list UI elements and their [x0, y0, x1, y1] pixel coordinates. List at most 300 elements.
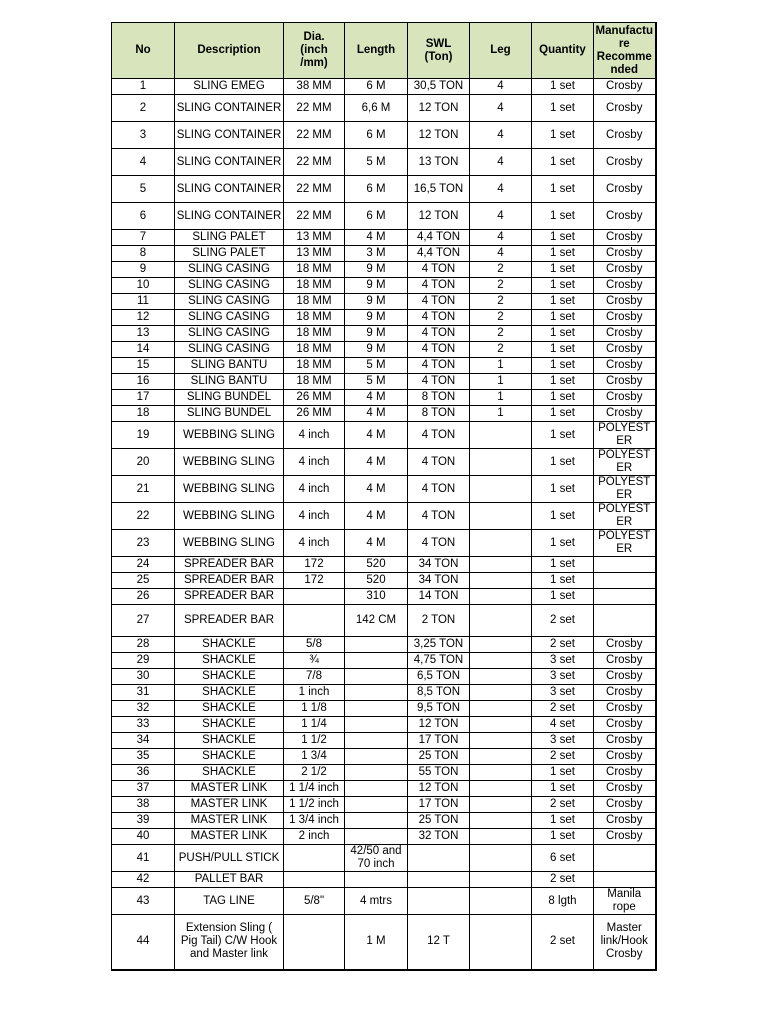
- cell-diameter: 18 MM: [284, 326, 345, 342]
- cell-leg: [470, 476, 532, 503]
- cell-description: TAG LINE: [175, 888, 284, 915]
- cell-quantity: 1 set: [532, 246, 594, 262]
- cell-description: SHACKLE: [175, 749, 284, 765]
- cell-swl: [408, 888, 470, 915]
- cell-swl: 4,75 TON: [408, 653, 470, 669]
- cell-description: SHACKLE: [175, 765, 284, 781]
- cell-no: 23: [112, 530, 175, 557]
- cell-swl: 30,5 TON: [408, 79, 470, 95]
- cell-manufacturer: Crosby: [594, 294, 656, 310]
- cell-quantity: 1 set: [532, 342, 594, 358]
- cell-swl: 4 TON: [408, 278, 470, 294]
- cell-no: 24: [112, 557, 175, 573]
- cell-swl: 12 TON: [408, 95, 470, 122]
- cell-manufacturer: Crosby: [594, 781, 656, 797]
- cell-quantity: 1 set: [532, 294, 594, 310]
- cell-swl: 14 TON: [408, 589, 470, 605]
- cell-no: 30: [112, 669, 175, 685]
- cell-length: [345, 733, 408, 749]
- table-row: [112, 717, 656, 733]
- table-row: [112, 749, 656, 765]
- cell-no: 43: [112, 888, 175, 915]
- cell-quantity: 1 set: [532, 449, 594, 476]
- cell-no: 8: [112, 246, 175, 262]
- col-header-manufacturer: Manufacture Recommended: [594, 23, 656, 79]
- cell-quantity: 2 set: [532, 872, 594, 888]
- cell-description: SHACKLE: [175, 701, 284, 717]
- cell-length: 9 M: [345, 310, 408, 326]
- cell-quantity: 1 set: [532, 79, 594, 95]
- table-row: [112, 278, 656, 294]
- cell-no: 31: [112, 685, 175, 701]
- cell-description: SPREADER BAR: [175, 573, 284, 589]
- cell-description: SLING CASING: [175, 262, 284, 278]
- cell-length: 520: [345, 557, 408, 573]
- cell-length: 6 M: [345, 176, 408, 203]
- cell-manufacturer: [594, 845, 656, 872]
- cell-swl: 25 TON: [408, 749, 470, 765]
- cell-swl: 4 TON: [408, 294, 470, 310]
- cell-leg: [470, 749, 532, 765]
- cell-no: 29: [112, 653, 175, 669]
- cell-quantity: 1 set: [532, 476, 594, 503]
- cell-manufacturer: [594, 872, 656, 888]
- cell-manufacturer: POLYESTER: [594, 449, 656, 476]
- cell-length: [345, 813, 408, 829]
- cell-quantity: 4 set: [532, 717, 594, 733]
- cell-leg: 4: [470, 203, 532, 230]
- cell-diameter: 22 MM: [284, 203, 345, 230]
- table-row: [112, 503, 656, 530]
- cell-length: 42/50 and 70 inch: [345, 845, 408, 872]
- cell-manufacturer: Crosby: [594, 813, 656, 829]
- cell-description: WEBBING SLING: [175, 530, 284, 557]
- cell-leg: [470, 701, 532, 717]
- cell-diameter: 18 MM: [284, 294, 345, 310]
- cell-no: 7: [112, 230, 175, 246]
- cell-manufacturer: Crosby: [594, 765, 656, 781]
- cell-swl: [408, 845, 470, 872]
- table-row: [112, 813, 656, 829]
- cell-no: 20: [112, 449, 175, 476]
- table-row: [112, 685, 656, 701]
- cell-manufacturer: Crosby: [594, 246, 656, 262]
- cell-description: WEBBING SLING: [175, 476, 284, 503]
- cell-diameter: 1 3/4: [284, 749, 345, 765]
- cell-no: 25: [112, 573, 175, 589]
- cell-quantity: 1 set: [532, 781, 594, 797]
- cell-diameter: 1 inch: [284, 685, 345, 701]
- table-row: [112, 262, 656, 278]
- cell-leg: 2: [470, 342, 532, 358]
- cell-length: [345, 717, 408, 733]
- cell-manufacturer: Crosby: [594, 79, 656, 95]
- cell-swl: 2 TON: [408, 605, 470, 637]
- cell-quantity: 1 set: [532, 278, 594, 294]
- cell-leg: [470, 888, 532, 915]
- cell-quantity: 2 set: [532, 749, 594, 765]
- cell-no: 26: [112, 589, 175, 605]
- cell-diameter: 1 1/2: [284, 733, 345, 749]
- cell-manufacturer: [594, 557, 656, 573]
- table-row: [112, 406, 656, 422]
- cell-swl: 4 TON: [408, 310, 470, 326]
- cell-manufacturer: [594, 573, 656, 589]
- cell-length: 9 M: [345, 262, 408, 278]
- cell-description: SLING EMEG: [175, 79, 284, 95]
- cell-diameter: [284, 589, 345, 605]
- cell-quantity: 1 set: [532, 406, 594, 422]
- cell-diameter: 4 inch: [284, 503, 345, 530]
- col-header-diameter: Dia. (inch /mm): [284, 23, 345, 79]
- cell-description: SLING PALET: [175, 230, 284, 246]
- cell-manufacturer: Crosby: [594, 717, 656, 733]
- cell-leg: [470, 449, 532, 476]
- cell-diameter: 22 MM: [284, 149, 345, 176]
- cell-manufacturer: Crosby: [594, 749, 656, 765]
- col-header-no: No: [112, 23, 175, 79]
- cell-leg: [470, 573, 532, 589]
- cell-no: 4: [112, 149, 175, 176]
- cell-no: 6: [112, 203, 175, 230]
- cell-length: 9 M: [345, 294, 408, 310]
- cell-length: 6 M: [345, 79, 408, 95]
- cell-swl: 3,25 TON: [408, 637, 470, 653]
- cell-leg: [470, 813, 532, 829]
- cell-manufacturer: Crosby: [594, 829, 656, 845]
- cell-diameter: 18 MM: [284, 262, 345, 278]
- cell-no: 28: [112, 637, 175, 653]
- col-header-leg: Leg: [470, 23, 532, 79]
- cell-quantity: 2 set: [532, 797, 594, 813]
- table-row: [112, 326, 656, 342]
- cell-leg: 2: [470, 262, 532, 278]
- cell-quantity: 1 set: [532, 503, 594, 530]
- cell-no: 39: [112, 813, 175, 829]
- col-header-length: Length: [345, 23, 408, 79]
- cell-swl: 12 T: [408, 915, 470, 970]
- cell-leg: 2: [470, 278, 532, 294]
- cell-leg: [470, 669, 532, 685]
- table-row: [112, 765, 656, 781]
- cell-no: 34: [112, 733, 175, 749]
- cell-no: 5: [112, 176, 175, 203]
- cell-manufacturer: Crosby: [594, 342, 656, 358]
- table-row: [112, 230, 656, 246]
- cell-no: 36: [112, 765, 175, 781]
- cell-leg: [470, 530, 532, 557]
- cell-length: 4 M: [345, 449, 408, 476]
- table-row: [112, 637, 656, 653]
- cell-diameter: 1 1/4 inch: [284, 781, 345, 797]
- cell-diameter: 22 MM: [284, 176, 345, 203]
- cell-no: 11: [112, 294, 175, 310]
- cell-diameter: 2 inch: [284, 829, 345, 845]
- cell-no: 42: [112, 872, 175, 888]
- cell-manufacturer: Crosby: [594, 669, 656, 685]
- cell-manufacturer: Crosby: [594, 176, 656, 203]
- cell-swl: 4 TON: [408, 358, 470, 374]
- equipment-table: [111, 22, 657, 971]
- cell-leg: [470, 733, 532, 749]
- cell-manufacturer: Crosby: [594, 701, 656, 717]
- cell-diameter: 18 MM: [284, 358, 345, 374]
- cell-length: [345, 749, 408, 765]
- cell-length: 142 CM: [345, 605, 408, 637]
- cell-description: SLING CASING: [175, 294, 284, 310]
- cell-no: 37: [112, 781, 175, 797]
- cell-length: [345, 637, 408, 653]
- table-row: [112, 422, 656, 449]
- cell-quantity: 3 set: [532, 685, 594, 701]
- cell-length: 6 M: [345, 203, 408, 230]
- cell-description: SLING BANTU: [175, 358, 284, 374]
- cell-diameter: 5/8: [284, 637, 345, 653]
- cell-swl: 4 TON: [408, 503, 470, 530]
- cell-diameter: [284, 915, 345, 970]
- cell-diameter: 1 1/4: [284, 717, 345, 733]
- cell-description: SPREADER BAR: [175, 589, 284, 605]
- cell-leg: [470, 872, 532, 888]
- cell-swl: 4 TON: [408, 326, 470, 342]
- cell-swl: 34 TON: [408, 557, 470, 573]
- cell-manufacturer: Crosby: [594, 406, 656, 422]
- cell-diameter: 13 MM: [284, 230, 345, 246]
- cell-description: SHACKLE: [175, 637, 284, 653]
- cell-no: 14: [112, 342, 175, 358]
- cell-quantity: 1 set: [532, 203, 594, 230]
- table-row: [112, 573, 656, 589]
- cell-diameter: 13 MM: [284, 246, 345, 262]
- cell-description: SLING CONTAINER: [175, 122, 284, 149]
- cell-length: 4 M: [345, 476, 408, 503]
- cell-manufacturer: POLYESTER: [594, 530, 656, 557]
- cell-quantity: 1 set: [532, 557, 594, 573]
- cell-swl: 8 TON: [408, 406, 470, 422]
- cell-swl: 12 TON: [408, 122, 470, 149]
- cell-no: 10: [112, 278, 175, 294]
- cell-length: 9 M: [345, 278, 408, 294]
- cell-quantity: 1 set: [532, 358, 594, 374]
- cell-diameter: [284, 605, 345, 637]
- cell-swl: 4 TON: [408, 476, 470, 503]
- cell-description: MASTER LINK: [175, 781, 284, 797]
- cell-leg: [470, 765, 532, 781]
- table-row: [112, 122, 656, 149]
- cell-swl: 4,4 TON: [408, 246, 470, 262]
- cell-leg: 1: [470, 406, 532, 422]
- cell-leg: 4: [470, 149, 532, 176]
- col-header-description: Description: [175, 23, 284, 79]
- cell-swl: 12 TON: [408, 717, 470, 733]
- cell-manufacturer: POLYESTER: [594, 476, 656, 503]
- cell-length: 4 M: [345, 422, 408, 449]
- cell-manufacturer: POLYESTER: [594, 503, 656, 530]
- table-row: [112, 872, 656, 888]
- cell-no: 15: [112, 358, 175, 374]
- cell-swl: 17 TON: [408, 797, 470, 813]
- cell-no: 40: [112, 829, 175, 845]
- cell-swl: [408, 872, 470, 888]
- cell-description: SLING CASING: [175, 342, 284, 358]
- cell-diameter: 26 MM: [284, 390, 345, 406]
- cell-length: [345, 829, 408, 845]
- cell-diameter: 4 inch: [284, 422, 345, 449]
- cell-length: [345, 701, 408, 717]
- cell-diameter: 22 MM: [284, 95, 345, 122]
- cell-leg: 1: [470, 390, 532, 406]
- cell-length: 4 M: [345, 230, 408, 246]
- cell-description: MASTER LINK: [175, 797, 284, 813]
- cell-diameter: 4 inch: [284, 530, 345, 557]
- cell-length: 5 M: [345, 374, 408, 390]
- table-row: [112, 829, 656, 845]
- cell-quantity: 8 lgth: [532, 888, 594, 915]
- cell-manufacturer: Crosby: [594, 95, 656, 122]
- cell-no: 16: [112, 374, 175, 390]
- cell-no: 18: [112, 406, 175, 422]
- cell-diameter: 22 MM: [284, 122, 345, 149]
- cell-manufacturer: Crosby: [594, 733, 656, 749]
- cell-description: SHACKLE: [175, 669, 284, 685]
- cell-manufacturer: Crosby: [594, 122, 656, 149]
- cell-no: 33: [112, 717, 175, 733]
- cell-description: SPREADER BAR: [175, 557, 284, 573]
- cell-length: [345, 669, 408, 685]
- cell-manufacturer: Crosby: [594, 685, 656, 701]
- cell-leg: 2: [470, 294, 532, 310]
- cell-diameter: 1 1/2 inch: [284, 797, 345, 813]
- table-row: [112, 203, 656, 230]
- cell-description: WEBBING SLING: [175, 503, 284, 530]
- table-row: [112, 589, 656, 605]
- cell-no: 35: [112, 749, 175, 765]
- cell-leg: 2: [470, 326, 532, 342]
- cell-no: 17: [112, 390, 175, 406]
- cell-quantity: 1 set: [532, 829, 594, 845]
- cell-description: SLING CONTAINER: [175, 176, 284, 203]
- cell-length: 6,6 M: [345, 95, 408, 122]
- cell-manufacturer: [594, 589, 656, 605]
- cell-manufacturer: Crosby: [594, 278, 656, 294]
- table-row: [112, 845, 656, 872]
- cell-manufacturer: Crosby: [594, 358, 656, 374]
- cell-quantity: 1 set: [532, 765, 594, 781]
- table-row: [112, 605, 656, 637]
- cell-length: [345, 872, 408, 888]
- cell-quantity: 1 set: [532, 573, 594, 589]
- cell-leg: [470, 653, 532, 669]
- cell-quantity: 1 set: [532, 374, 594, 390]
- cell-description: SLING CASING: [175, 278, 284, 294]
- table-row: [112, 374, 656, 390]
- table-row: [112, 915, 656, 970]
- cell-length: 4 M: [345, 390, 408, 406]
- cell-length: [345, 781, 408, 797]
- table-row: [112, 246, 656, 262]
- cell-length: 5 M: [345, 358, 408, 374]
- cell-length: 9 M: [345, 326, 408, 342]
- cell-quantity: 1 set: [532, 149, 594, 176]
- cell-description: WEBBING SLING: [175, 449, 284, 476]
- cell-manufacturer: [594, 605, 656, 637]
- cell-leg: 1: [470, 358, 532, 374]
- cell-description: SHACKLE: [175, 733, 284, 749]
- cell-manufacturer: Crosby: [594, 230, 656, 246]
- cell-no: 38: [112, 797, 175, 813]
- cell-swl: 4 TON: [408, 530, 470, 557]
- cell-length: [345, 685, 408, 701]
- table-row: [112, 294, 656, 310]
- cell-diameter: 5/8": [284, 888, 345, 915]
- cell-manufacturer: Crosby: [594, 262, 656, 278]
- cell-no: 2: [112, 95, 175, 122]
- cell-diameter: 2 1/2: [284, 765, 345, 781]
- table-row: [112, 310, 656, 326]
- cell-diameter: 1 1/8: [284, 701, 345, 717]
- cell-no: 21: [112, 476, 175, 503]
- cell-swl: 13 TON: [408, 149, 470, 176]
- cell-length: 5 M: [345, 149, 408, 176]
- cell-swl: 6,5 TON: [408, 669, 470, 685]
- cell-quantity: 1 set: [532, 95, 594, 122]
- cell-quantity: 2 set: [532, 915, 594, 970]
- cell-leg: [470, 685, 532, 701]
- cell-quantity: 2 set: [532, 637, 594, 653]
- cell-description: PALLET BAR: [175, 872, 284, 888]
- cell-diameter: 18 MM: [284, 278, 345, 294]
- cell-swl: 55 TON: [408, 765, 470, 781]
- cell-leg: [470, 557, 532, 573]
- cell-diameter: ¾: [284, 653, 345, 669]
- cell-leg: [470, 781, 532, 797]
- cell-swl: 4 TON: [408, 374, 470, 390]
- cell-swl: 8,5 TON: [408, 685, 470, 701]
- cell-no: 3: [112, 122, 175, 149]
- cell-manufacturer: Master link/Hook Crosby: [594, 915, 656, 970]
- cell-length: 310: [345, 589, 408, 605]
- cell-leg: 4: [470, 95, 532, 122]
- cell-no: 19: [112, 422, 175, 449]
- cell-diameter: 7/8: [284, 669, 345, 685]
- cell-swl: 4,4 TON: [408, 230, 470, 246]
- cell-quantity: 1 set: [532, 262, 594, 278]
- cell-swl: 9,5 TON: [408, 701, 470, 717]
- cell-description: SHACKLE: [175, 653, 284, 669]
- cell-length: 9 M: [345, 342, 408, 358]
- cell-quantity: 1 set: [532, 176, 594, 203]
- cell-quantity: 1 set: [532, 530, 594, 557]
- cell-diameter: 18 MM: [284, 342, 345, 358]
- cell-description: SLING CASING: [175, 310, 284, 326]
- cell-quantity: 1 set: [532, 230, 594, 246]
- cell-diameter: 4 inch: [284, 476, 345, 503]
- cell-description: SHACKLE: [175, 685, 284, 701]
- cell-leg: [470, 503, 532, 530]
- cell-swl: 17 TON: [408, 733, 470, 749]
- cell-quantity: 1 set: [532, 122, 594, 149]
- cell-manufacturer: Crosby: [594, 326, 656, 342]
- cell-leg: [470, 915, 532, 970]
- cell-swl: 12 TON: [408, 781, 470, 797]
- table-row: [112, 358, 656, 374]
- cell-leg: [470, 845, 532, 872]
- cell-leg: 2: [470, 310, 532, 326]
- cell-diameter: 1 3/4 inch: [284, 813, 345, 829]
- cell-manufacturer: Crosby: [594, 653, 656, 669]
- cell-no: 12: [112, 310, 175, 326]
- cell-swl: 4 TON: [408, 422, 470, 449]
